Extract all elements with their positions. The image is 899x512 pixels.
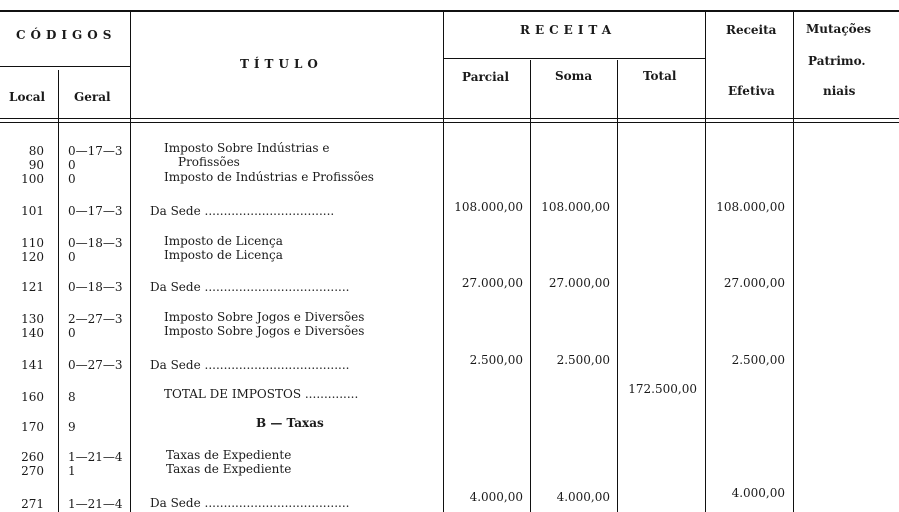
row-efetiva: 4.000,00 (731, 486, 785, 500)
row-titulo: Taxas de Expediente (166, 448, 292, 462)
row-efetiva: 2.500,00 (731, 353, 785, 367)
row-geral: 0—27—3 (68, 358, 123, 372)
row-local: 110 (21, 236, 44, 250)
row-titulo: Da Sede .................................. (150, 204, 335, 218)
row-titulo: Da Sede ...................................... (150, 280, 350, 294)
row-local: 140 (21, 326, 44, 340)
row-soma: 2.500,00 (556, 353, 610, 367)
row-titulo: Imposto Sobre Jogos e Diversões (164, 324, 365, 338)
row-titulo: Profissões (178, 155, 240, 169)
row-geral: 0 (68, 326, 76, 340)
row-soma: 4.000,00 (556, 490, 610, 504)
row-total: 172.500,00 (628, 382, 697, 396)
row-local: 121 (21, 280, 44, 294)
row-soma: 108.000,00 (541, 200, 610, 214)
row-titulo: TOTAL DE IMPOSTOS .............. (164, 387, 359, 401)
row-titulo: Imposto de Indústrias e Profissões (164, 170, 374, 184)
row-parcial: 108.000,00 (454, 200, 523, 214)
top-rule (0, 10, 899, 12)
row-efetiva: 108.000,00 (716, 200, 785, 214)
row-local: 141 (21, 358, 44, 372)
row-geral: 0 (68, 172, 76, 186)
row-titulo: Imposto Sobre Jogos e Diversões (164, 310, 365, 324)
row-local: 90 (28, 158, 44, 172)
header-receita-efetiva-1: Receita (726, 23, 777, 37)
col-rule-receita-efetiva (705, 12, 706, 512)
row-titulo: Da Sede ...................................... (150, 496, 350, 510)
row-titulo: Imposto de Licença (164, 248, 283, 262)
row-local: 260 (21, 450, 44, 464)
row-parcial: 4.000,00 (469, 490, 523, 504)
row-geral: 0—18—3 (68, 236, 123, 250)
row-geral: 8 (68, 390, 76, 404)
receita-underline (443, 58, 705, 59)
row-geral: 0—18—3 (68, 280, 123, 294)
header-parcial: Parcial (462, 70, 509, 84)
header-receita-efetiva-2: Efetiva (728, 84, 775, 98)
col-rule-efetiva-mutacoes (793, 12, 794, 512)
header-bottom-rule-2 (0, 122, 899, 123)
header-mutacoes-1: Mutações (806, 22, 872, 36)
header-soma: Soma (555, 69, 593, 83)
row-geral: 1—21—4 (68, 450, 123, 464)
row-titulo: Imposto de Licença (164, 234, 283, 248)
row-local: 170 (21, 420, 44, 434)
row-geral: 0 (68, 250, 76, 264)
header-receita: RECEITA (520, 23, 617, 37)
row-parcial: 2.500,00 (469, 353, 523, 367)
codigos-underline (0, 66, 130, 67)
row-titulo: Da Sede ...................................... (150, 358, 350, 372)
row-geral: 0 (68, 158, 76, 172)
header-total: Total (643, 69, 677, 83)
row-local: 80 (28, 144, 44, 158)
row-local: 130 (21, 312, 44, 326)
row-local: 160 (21, 390, 44, 404)
col-rule-soma-total (617, 60, 618, 512)
row-local: 270 (21, 464, 44, 478)
row-geral: 2—27—3 (68, 312, 123, 326)
row-local: 101 (21, 204, 44, 218)
col-rule-geral-titulo (130, 12, 131, 512)
header-mutacoes-3: niais (823, 84, 856, 98)
row-local: 271 (21, 497, 44, 511)
row-geral: 1—21—4 (68, 497, 123, 511)
header-titulo: TÍTULO (240, 57, 323, 71)
row-local: 120 (21, 250, 44, 264)
row-geral: 0—17—3 (68, 144, 123, 158)
row-geral: 1 (68, 464, 76, 478)
header-bottom-rule-1 (0, 118, 899, 119)
col-rule-titulo-receita (443, 12, 444, 512)
row-geral: 0—17—3 (68, 204, 123, 218)
row-geral: 9 (68, 420, 76, 434)
row-local: 100 (21, 172, 44, 186)
row-efetiva: 27.000,00 (723, 276, 785, 290)
row-section-title: B — Taxas (256, 416, 324, 430)
header-codigos: CÓDIGOS (16, 28, 117, 42)
col-rule-local-geral (58, 70, 59, 512)
header-geral: Geral (74, 90, 111, 104)
header-local: Local (9, 90, 46, 104)
row-soma: 27.000,00 (548, 276, 610, 290)
header-mutacoes-2: Patrimo. (808, 54, 866, 68)
row-titulo: Imposto Sobre Indústrias e (164, 141, 330, 155)
row-titulo: Taxas de Expediente (166, 462, 292, 476)
row-parcial: 27.000,00 (461, 276, 523, 290)
